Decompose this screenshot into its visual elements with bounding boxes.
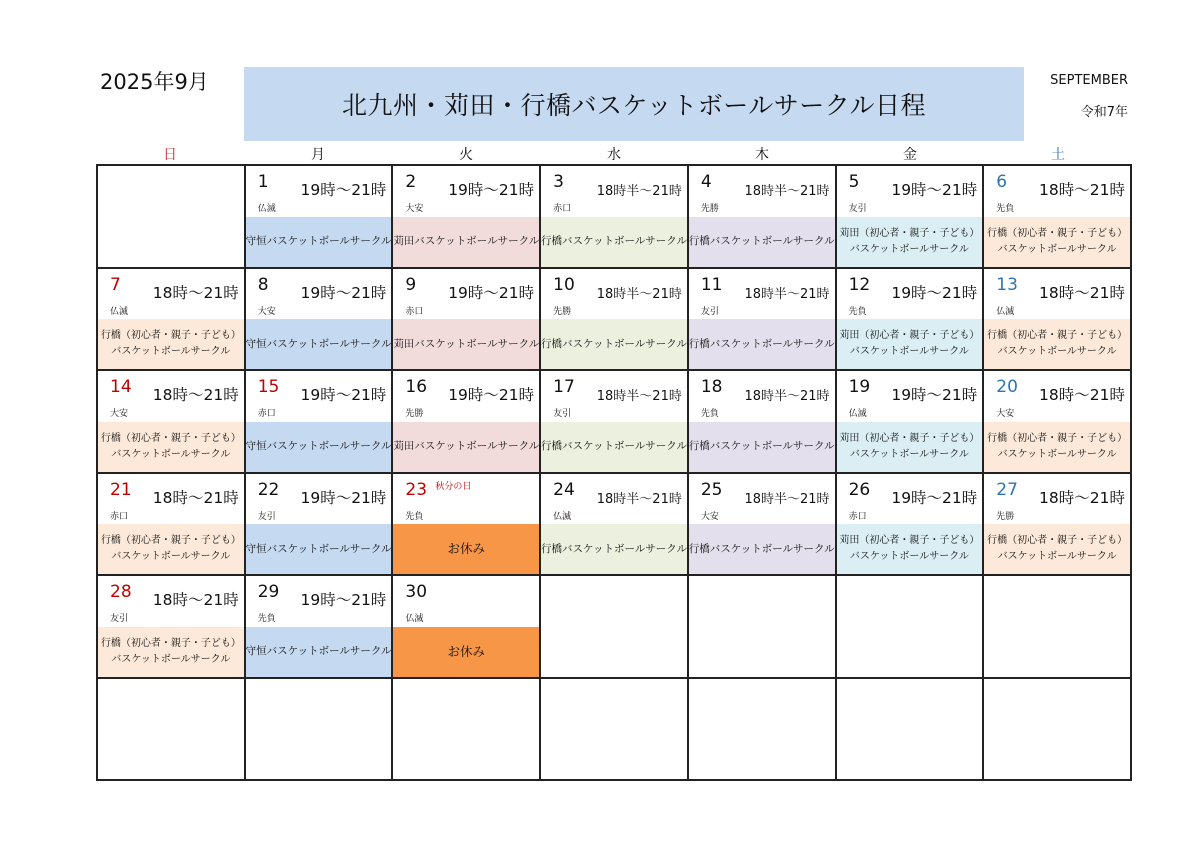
circle-name: バスケットボールサークル (997, 346, 1117, 357)
rokuyo-label: 友引 (110, 614, 129, 624)
circle-name: 行橋（初心者・親子・子ども） (100, 535, 241, 546)
circle-block (837, 422, 983, 472)
session-time: 19時～21時 (300, 488, 387, 507)
empty-cell (984, 679, 1132, 782)
circle-name: 行橋バスケットボールサークル (541, 542, 687, 555)
day-number: 27 (996, 479, 1018, 500)
rokuyo-label: 仏滅 (996, 306, 1015, 317)
circle-block (246, 217, 392, 267)
day-number: 3 (553, 172, 564, 192)
weekday-fri: 金 (903, 147, 917, 163)
circle-block (393, 422, 539, 472)
day-number: 7 (110, 274, 121, 295)
weekday-wed: 水 (607, 147, 621, 163)
circle-block (984, 524, 1130, 574)
session-time: 18時～21時 (1039, 386, 1125, 404)
day-cell (837, 269, 985, 372)
circle-block (98, 422, 244, 472)
session-time: 18時～21時 (152, 386, 239, 404)
circle-name: 苅田（初心者・親子・子ども） (839, 535, 980, 546)
empty-cell (98, 166, 246, 269)
rokuyo-label: 先勝 (700, 204, 719, 214)
day-cell (689, 474, 837, 577)
day-number: 9 (405, 274, 417, 295)
day-number: 30 (405, 582, 428, 602)
empty-cell (689, 679, 837, 782)
rokuyo-label: 友引 (700, 306, 719, 317)
circle-block (837, 524, 983, 574)
circle-block (689, 524, 835, 574)
circle-name: 行橋（初心者・親子・子ども） (987, 227, 1128, 239)
day-cell (541, 166, 689, 269)
circle-name: 行橋（初心者・親子・子ども） (987, 535, 1128, 546)
rokuyo-label: 友引 (257, 511, 276, 522)
circle-name: 行橋（初心者・親子・子ども） (100, 637, 241, 649)
rokuyo-label: 大安 (257, 306, 276, 317)
weekday-tue: 火 (459, 147, 473, 163)
circle-name: 守恒バスケットボールサークル (245, 440, 392, 453)
holiday-note: 秋分の日 (435, 481, 472, 492)
page-title (244, 67, 1024, 141)
session-time: 19時～21時 (448, 283, 535, 302)
circle-block (541, 217, 687, 267)
era-year-label: 令和7年 (1080, 105, 1128, 120)
empty-cell (541, 576, 689, 679)
circle-block (246, 319, 392, 369)
circle-name: 守恒バスケットボールサークル (245, 337, 392, 350)
rokuyo-label: 大安 (405, 204, 424, 214)
session-time: 18時～21時 (1039, 181, 1125, 199)
circle-name: バスケットボールサークル (997, 551, 1117, 562)
empty-cell (98, 679, 246, 782)
circle-name: 行橋（初心者・親子・子ども） (100, 432, 241, 444)
circle-name: 守恒バスケットボールサークル (245, 235, 392, 248)
day-number: 18 (700, 377, 723, 397)
empty-cell (837, 679, 985, 782)
circle-name: バスケットボールサークル (111, 551, 231, 562)
rokuyo-label: 大安 (110, 409, 129, 419)
circle-name: バスケットボールサークル (849, 346, 969, 357)
session-time: 18時～21時 (152, 591, 239, 609)
day-cell (837, 166, 985, 269)
day-cell (246, 371, 394, 474)
rokuyo-label: 赤口 (257, 409, 276, 419)
day-number: 16 (405, 377, 428, 397)
circle-block (98, 319, 244, 369)
day-cell (393, 166, 541, 269)
empty-cell (393, 679, 541, 782)
circle-block (689, 319, 835, 369)
rokuyo-label: 友引 (848, 204, 867, 214)
day-cell (984, 474, 1132, 577)
circle-name: 行橋バスケットボールサークル (541, 440, 687, 453)
circle-block (541, 524, 687, 574)
day-number: 21 (110, 479, 132, 500)
rokuyo-label: 赤口 (848, 511, 867, 522)
weekday-header-row (96, 144, 1132, 164)
circle-block (689, 217, 835, 267)
session-time: 19時～21時 (300, 591, 387, 609)
session-time: 18時～21時 (152, 283, 239, 302)
day-cell (98, 269, 246, 372)
day-cell (837, 371, 985, 474)
session-time: 18時～21時 (1039, 488, 1125, 507)
empty-cell (246, 679, 394, 782)
session-time: 19時～21時 (300, 181, 387, 199)
day-number: 2 (405, 172, 417, 192)
weekday-mon: 月 (311, 147, 325, 163)
circle-block (541, 422, 687, 472)
day-number: 8 (257, 274, 269, 295)
day-number: 29 (257, 582, 280, 602)
session-time: 18時～21時 (152, 488, 239, 507)
circle-name: 行橋（初心者・親子・子ども） (987, 330, 1128, 341)
day-cell (984, 371, 1132, 474)
circle-name: 苅田（初心者・親子・子ども） (839, 432, 980, 444)
session-time: 19時～21時 (448, 181, 535, 199)
circle-block (393, 217, 539, 267)
circle-name: バスケットボールサークル (849, 551, 969, 562)
circle-name: 行橋バスケットボールサークル (688, 542, 835, 555)
day-number: 19 (848, 377, 871, 397)
session-time: 18時半～21時 (744, 286, 830, 302)
day-number: 25 (700, 479, 723, 500)
day-cell (246, 269, 394, 372)
day-cell (689, 166, 837, 269)
rokuyo-label: 仏滅 (110, 306, 129, 317)
day-cell (541, 371, 689, 474)
rokuyo-label: 大安 (996, 409, 1015, 419)
calendar-grid (96, 164, 1132, 781)
session-time: 19時～21時 (448, 386, 535, 404)
rokuyo-label: 赤口 (405, 306, 424, 317)
session-time: 18時半～21時 (596, 389, 682, 404)
circle-block (541, 319, 687, 369)
circle-block (837, 319, 983, 369)
circle-block (984, 217, 1130, 267)
circle-block (984, 319, 1130, 369)
rokuyo-label: 仏滅 (257, 204, 276, 214)
session-time: 19時～21時 (300, 283, 387, 302)
session-time: 18時半～21時 (744, 389, 830, 404)
day-cell (689, 269, 837, 372)
circle-name: 行橋バスケットボールサークル (688, 337, 835, 350)
day-cell (541, 474, 689, 577)
weekday-sat: 土 (1051, 147, 1065, 163)
empty-cell (689, 576, 837, 679)
day-cell (984, 269, 1132, 372)
rokuyo-label: 先負 (257, 614, 276, 624)
rokuyo-label: 先勝 (996, 511, 1015, 522)
circle-name: バスケットボールサークル (111, 346, 231, 357)
rokuyo-label: 先負 (848, 306, 867, 317)
circle-name: バスケットボールサークル (849, 243, 969, 255)
rokuyo-label: 赤口 (110, 511, 129, 522)
circle-name: バスケットボールサークル (111, 448, 231, 460)
day-number: 11 (700, 274, 723, 295)
day-off-label: お休み (447, 643, 486, 659)
day-number: 22 (257, 479, 280, 500)
circle-block (837, 217, 983, 267)
session-time: 18時～21時 (1039, 283, 1125, 302)
circle-name: 行橋バスケットボールサークル (541, 337, 687, 350)
session-time: 18時半～21時 (596, 286, 682, 302)
rokuyo-label: 大安 (700, 511, 719, 522)
circle-name: 苅田バスケットボールサークル (393, 337, 540, 350)
day-number: 23 (405, 479, 428, 500)
rokuyo-label: 仏滅 (848, 409, 867, 419)
circle-name: バスケットボールサークル (997, 243, 1117, 255)
circle-name: 守恒バスケットボールサークル (245, 542, 392, 555)
day-cell (393, 269, 541, 372)
day-number: 12 (848, 274, 871, 295)
rokuyo-label: 先負 (700, 409, 719, 419)
day-number: 10 (553, 274, 575, 295)
day-cell (393, 371, 541, 474)
day-cell (98, 576, 246, 679)
circle-block (246, 422, 392, 472)
day-number: 4 (700, 172, 712, 192)
day-number: 24 (553, 479, 575, 500)
circle-block (393, 319, 539, 369)
day-number: 14 (110, 377, 132, 397)
day-number: 28 (110, 582, 132, 602)
day-off-block (393, 524, 539, 574)
day-cell (246, 166, 394, 269)
month-label: 2025年9月 (100, 70, 209, 94)
session-time: 19時～21時 (300, 386, 387, 404)
circle-name: 苅田バスケットボールサークル (393, 235, 540, 248)
circle-name: バスケットボールサークル (849, 448, 969, 460)
circle-name: 行橋バスケットボールサークル (688, 235, 835, 248)
day-cell (689, 371, 837, 474)
circle-block (246, 524, 392, 574)
session-time: 19時～21時 (891, 488, 978, 507)
circle-name: 苅田バスケットボールサークル (393, 440, 540, 453)
weekday-sun: 日 (163, 147, 177, 163)
day-number: 13 (996, 274, 1018, 295)
day-cell (98, 474, 246, 577)
day-number: 15 (257, 377, 280, 397)
day-cell (246, 474, 394, 577)
circle-name: 守恒バスケットボールサークル (245, 645, 392, 658)
session-time: 18時半～21時 (744, 491, 830, 507)
circle-name: 行橋バスケットボールサークル (688, 440, 835, 453)
day-cell (246, 576, 394, 679)
circle-block (246, 627, 392, 677)
circle-name: 行橋（初心者・親子・子ども） (987, 432, 1128, 444)
circle-name: バスケットボールサークル (111, 653, 231, 665)
session-time: 18時半～21時 (596, 491, 682, 507)
rokuyo-label: 赤口 (553, 204, 572, 214)
rokuyo-label: 先負 (405, 511, 424, 522)
rokuyo-label: 先負 (996, 204, 1015, 214)
circle-block (98, 524, 244, 574)
circle-block (98, 627, 244, 677)
day-cell (984, 166, 1132, 269)
day-number: 26 (848, 479, 871, 500)
empty-cell (541, 679, 689, 782)
rokuyo-label: 先勝 (553, 306, 572, 317)
day-cell (98, 371, 246, 474)
weekday-thu: 木 (755, 147, 769, 163)
session-time: 18時半～21時 (596, 184, 682, 199)
day-off-label: お休み (447, 541, 486, 556)
empty-cell (837, 576, 985, 679)
empty-cell (984, 576, 1132, 679)
circle-block (689, 422, 835, 472)
day-cell (393, 576, 541, 679)
rokuyo-label: 仏滅 (553, 511, 572, 522)
english-month-label: SEPTEMBER (1050, 73, 1128, 88)
day-off-block (393, 627, 539, 677)
day-number: 17 (553, 377, 575, 397)
rokuyo-label: 仏滅 (405, 614, 424, 624)
circle-name: 行橋（初心者・親子・子ども） (100, 330, 241, 341)
circle-name: 苅田（初心者・親子・子ども） (839, 227, 980, 239)
session-time: 18時半～21時 (744, 184, 830, 199)
day-cell (541, 269, 689, 372)
day-number: 6 (996, 172, 1008, 192)
day-number: 1 (257, 172, 269, 192)
day-cell (837, 474, 985, 577)
rokuyo-label: 友引 (553, 409, 572, 419)
circle-name: バスケットボールサークル (997, 448, 1117, 460)
page-title-text: 北九州・苅田・行橋バスケットボールサークル日程 (341, 91, 926, 120)
day-number: 20 (996, 377, 1018, 397)
rokuyo-label: 先勝 (405, 409, 424, 419)
day-number: 5 (848, 172, 860, 192)
circle-name: 苅田（初心者・親子・子ども） (839, 330, 980, 341)
session-time: 19時～21時 (891, 386, 978, 404)
circle-name: 行橋バスケットボールサークル (541, 235, 687, 248)
session-time: 19時～21時 (891, 181, 978, 199)
session-time: 19時～21時 (891, 283, 978, 302)
circle-block (984, 422, 1130, 472)
day-cell (393, 474, 541, 577)
